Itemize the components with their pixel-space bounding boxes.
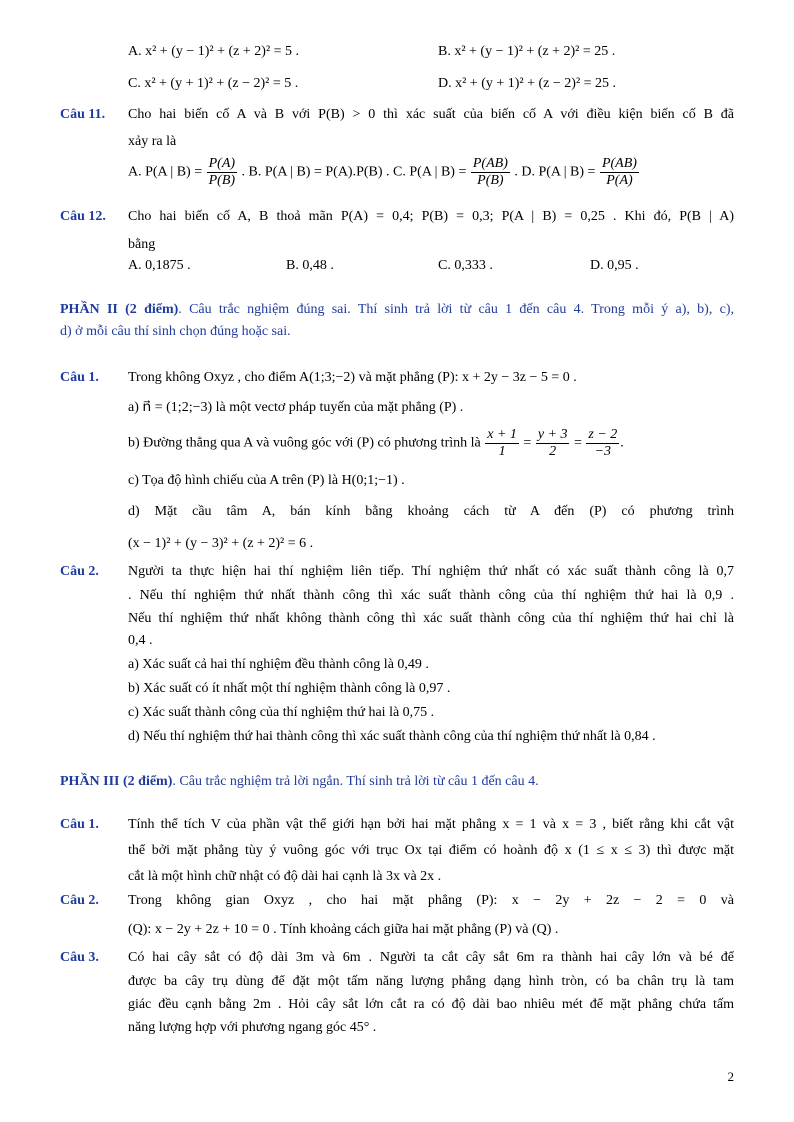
q10-option-b: B. x² + (y − 1)² + (z + 2)² = 25 . [438, 44, 616, 59]
p2-q2-line1: Người ta thực hiện hai thí nghiệm liên tiếp. Thí nghiệm thứ nhất có xác suất thành công là 0,7 [128, 564, 734, 579]
page-number: 2 [727, 1069, 734, 1084]
q11-option-a-fraction: $\frac{P(A)}{P(B)}$ [208, 156, 236, 188]
p3-q3-label: Câu 3. [60, 950, 99, 965]
q11-option-b-c: . B. P(A | B) = P(A).P(B) . C. P(A | B) = [241, 164, 467, 180]
p2-q2-d: d) Nếu thí nghiệm thứ hai thành công thì xác suất thành công của thí nghiệm thứ nhất là 0,84 . [128, 729, 656, 744]
q10-option-c: C. x² + (y + 1)² + (z − 2)² = 5 . [128, 76, 299, 91]
p3-q2-line2: (Q): x − 2y + 2z + 10 = 0 . Tính khoảng cách giữa hai mặt phẳng (P) và (Q) . [128, 922, 559, 937]
p2-q1-label: Câu 1. [60, 370, 99, 385]
p2-q1-d-equation: (x − 1)² + (y − 3)² + (z + 2)² = 6 . [128, 536, 314, 551]
q12-option-c: C. 0,333 . [438, 258, 493, 273]
p2-q2-b: b) Xác suất có ít nhất một thí nghiệm thành công là 0,97 . [128, 681, 451, 696]
p2-q2-a: a) Xác suất cả hai thí nghiệm đều thành công là 0,49 . [128, 657, 429, 672]
q11-stem-cont: xảy ra là [128, 134, 177, 149]
q10-option-a: A. x² + (y − 1)² + (z + 2)² = 5 . [128, 44, 300, 59]
part2-title: PHẦN II (2 điểm) [60, 302, 179, 317]
p2-q2-line2: . Nếu thí nghiệm thứ nhất thành công thì xác suất thành công của thí nghiệm thứ hai là 0,9 . [128, 588, 734, 603]
q12-stem-cont: bằng [128, 237, 156, 252]
p3-q1-line3: cắt là một hình chữ nhật có độ dài hai cạnh là 3x và 2x . [128, 869, 442, 884]
part3-intro-text: . Câu trắc nghiệm trả lời ngắn. Thí sinh trả lời từ câu 1 đến câu 4. [172, 774, 539, 789]
p2-q1-stem: Trong không Oxyz , cho điểm A(1;3;−2) và mặt phẳng (P): x + 2y − 3z − 5 = 0 . [128, 370, 577, 385]
q12-stem: Cho hai biến cố A, B thoả mãn P(A) = 0,4; P(B) = 0,3; P(A | B) = 0,25 . Khi đó, P(B | A) [128, 209, 734, 224]
p2-q2-line4: 0,4 . [128, 633, 153, 648]
q12-option-b: B. 0,48 . [286, 258, 334, 273]
q11-stem: Cho hai biến cố A và B với P(B) > 0 thì xác suất của biến cố A với điều kiện biến cố B đã [128, 107, 734, 122]
p3-q1-line2: thể bởi mặt phẳng tùy ý vuông góc với trục Ox tại điểm có hoành độ x (1 ≤ x ≤ 3) thì được mặt [128, 843, 734, 858]
part2-intro-text: . Câu trắc nghiệm đúng sai. Thí sinh trả lời từ câu 1 đến câu 4. Trong mỗi ý a), b), c), [178, 302, 735, 317]
p3-q3-line1: Có hai cây sắt có độ dài 3m và 6m . Người ta cắt cây sắt 6m ra thành hai cây lớn và bé để [128, 950, 734, 965]
part3-intro [60, 773, 539, 792]
p3-q2-label: Câu 2. [60, 893, 99, 908]
q12-label: Câu 12. [60, 209, 106, 224]
q11-options [128, 156, 640, 189]
q11-option-a-prefix: A. P(A | B) = [128, 164, 203, 180]
p3-q3-line3: giác đều cạnh bằng 2m . Hỏi cây sắt lớn cắt ra có độ dài bao nhiêu mét để mặt phẳng chứa tấm [128, 997, 734, 1012]
p2-q1-b: b) Đường thẳng qua A và vuông góc với (P) có phương trình là $\frac{x + 1}{1}$ = $\frac{y + 3}{2}$ = $\frac{z - 2}{-3}$ . [128, 427, 624, 459]
p2-q2-line3: Nếu thí nghiệm thứ nhất không thành công thì xác suất thành công của thí nghiệm thứ hai chỉ là [128, 611, 734, 626]
part2-intro-cont: d) ở mỗi câu thí sinh chọn đúng hoặc sai. [60, 324, 291, 339]
p3-q3-line4: năng lượng hợp với phương ngang góc 45° . [128, 1020, 377, 1035]
p2-q1-b-fraction-x: $\frac{x + 1}{1}$ [487, 427, 517, 459]
p2-q1-a: a) n⃗ = (1;2;−3) là một vectơ pháp tuyến của mặt phẳng (P) . [128, 400, 464, 415]
p2-q2-c: c) Xác suất thành công của thí nghiệm thứ hai là 0,75 . [128, 705, 435, 720]
q11-option-c-fraction: $\frac{P(AB)}{P(B)}$ [472, 156, 508, 188]
part2-intro [60, 301, 734, 320]
q11-label: Câu 11. [60, 107, 106, 122]
p3-q1-label: Câu 1. [60, 817, 99, 832]
p3-q1-line1: Tính thể tích V của phần vật thể giới hạn bởi hai mặt phẳng x = 1 và x = 3 , biết rằng khi cắt vật [128, 817, 734, 832]
p2-q1-b-fraction-y: $\frac{y + 3}{2}$ [537, 427, 568, 459]
q11-option-d-prefix: . D. P(A | B) = [514, 164, 596, 180]
q11-option-d-fraction: $\frac{P(AB)}{P(A)}$ [601, 156, 637, 188]
p2-q2-label: Câu 2. [60, 564, 99, 579]
p2-q1-c: c) Tọa độ hình chiếu của A trên (P) là H(0;1;−1) . [128, 473, 405, 488]
part3-title: PHẦN III (2 điểm) [60, 774, 173, 789]
p2-q1-d: d) Mặt cầu tâm A, bán kính bằng khoảng cách từ A đến (P) có phương trình [128, 504, 734, 519]
q10-option-d: D. x² + (y + 1)² + (z − 2)² = 25 . [438, 76, 617, 91]
p2-q1-b-fraction-z: $\frac{z - 2}{-3}$ [588, 427, 618, 459]
p3-q2-line1: Trong không gian Oxyz , cho hai mặt phẳng (P): x − 2y + 2z − 2 = 0 và [128, 893, 734, 908]
q12-option-a: A. 0,1875 . [128, 258, 191, 273]
q12-option-d: D. 0,95 . [590, 258, 639, 273]
p3-q3-line2: được ba cây trụ dùng để đặt một tấm năng lượng phẳng dạng hình tròn, có ba chân trụ là tam [128, 974, 734, 989]
p2-q1-b-text: b) Đường thẳng qua A và vuông góc với (P) có phương trình là [128, 435, 481, 451]
